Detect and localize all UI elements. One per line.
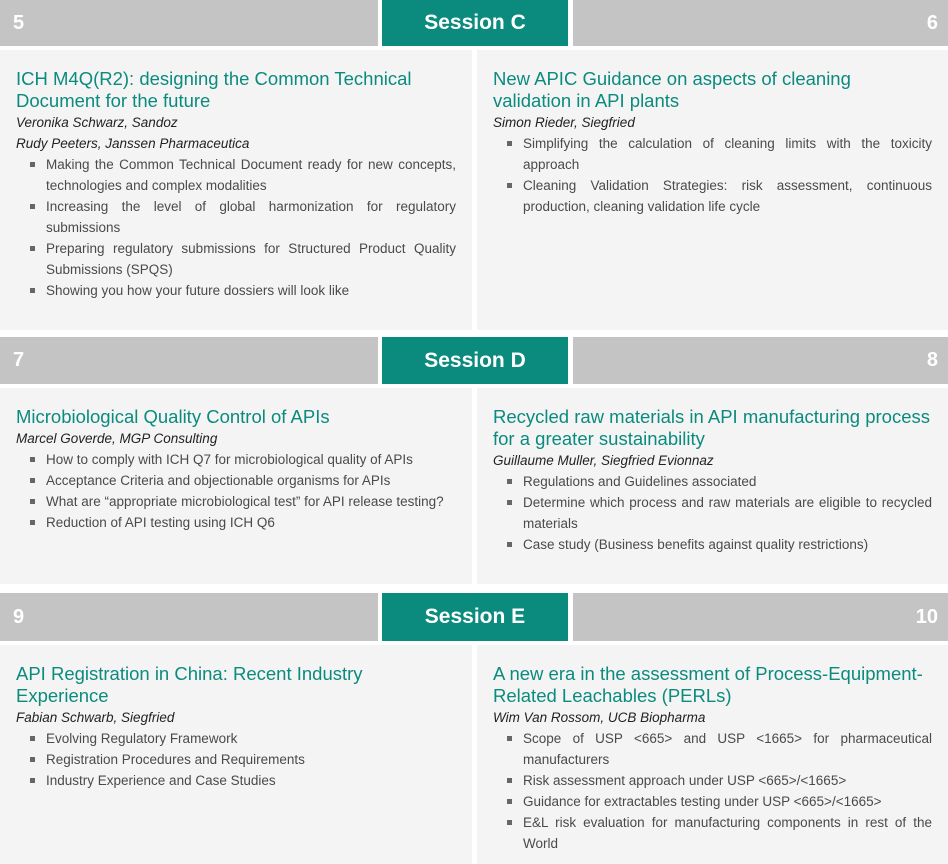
square-bullet-icon bbox=[30, 204, 35, 209]
bullet-text: Preparing regulatory submissions for Structured Product Quality Submissions (SPQS) bbox=[46, 241, 456, 277]
bullet-item bbox=[30, 770, 456, 791]
square-bullet-icon bbox=[507, 141, 512, 146]
session-number: 5 bbox=[13, 11, 25, 34]
bullet-item bbox=[30, 196, 456, 238]
session-number: 6 bbox=[926, 11, 938, 34]
session-number-left bbox=[0, 0, 378, 46]
session-number: 8 bbox=[926, 349, 938, 371]
bullet-text: Scope of USP <665> and USP <1665> for pharmaceutical manufacturers bbox=[523, 731, 932, 767]
talk-title: Microbiological Quality Control of APIs bbox=[16, 406, 330, 427]
talk-title: ICH M4Q(R2): designing the Common Technical Document for the future bbox=[16, 68, 412, 111]
bullet-text: Reduction of API testing using ICH Q6 bbox=[46, 515, 275, 530]
speaker: Guillaume Muller, Siegfried Evionnaz bbox=[493, 453, 714, 468]
bullet-list bbox=[493, 471, 932, 555]
square-bullet-icon bbox=[30, 162, 35, 167]
session-number-left bbox=[0, 337, 378, 384]
session-tab bbox=[382, 593, 568, 641]
talk-title: Recycled raw materials in API manufacturing process for a greater sustainability bbox=[493, 406, 930, 449]
speaker: Simon Rieder, Siegfried bbox=[493, 115, 635, 130]
bullet-item bbox=[507, 133, 932, 175]
bullet-list bbox=[493, 133, 932, 217]
bullet-item bbox=[507, 728, 932, 770]
bullet-text: Regulations and Guidelines associated bbox=[523, 474, 757, 489]
talk-title: API Registration in China: Recent Industry Experience bbox=[16, 663, 363, 706]
talk-card-left bbox=[0, 645, 472, 864]
session-tab bbox=[382, 0, 568, 46]
bullet-list bbox=[16, 728, 456, 791]
session-label: Session C bbox=[424, 11, 526, 34]
bullet-text: E&L risk evaluation for manufacturing components in rest of the World bbox=[523, 815, 932, 851]
talk-title: A new era in the assessment of Process-Equipment-Related Leachables (PERLs) bbox=[493, 663, 923, 706]
bullet-text: Simplifying the calculation of cleaning limits with the toxicity approach bbox=[523, 136, 932, 172]
bullet-item bbox=[507, 812, 932, 854]
session-number-right bbox=[573, 593, 948, 641]
square-bullet-icon bbox=[30, 246, 35, 251]
bullet-item bbox=[507, 471, 932, 492]
bullet-text: Increasing the level of global harmonization for regulatory submissions bbox=[46, 199, 456, 235]
bullet-item bbox=[507, 175, 932, 217]
bullet-item bbox=[30, 238, 456, 280]
speaker: Fabian Schwarb, Siegfried bbox=[16, 710, 175, 725]
bullet-list bbox=[493, 728, 932, 854]
bullet-item bbox=[507, 770, 932, 791]
bullet-item bbox=[30, 449, 456, 470]
square-bullet-icon bbox=[30, 520, 35, 525]
talk-card-left bbox=[0, 388, 472, 584]
speaker: Veronika Schwarz, Sandoz bbox=[16, 115, 178, 130]
square-bullet-icon bbox=[507, 183, 512, 188]
square-bullet-icon bbox=[507, 542, 512, 547]
bullet-item bbox=[507, 791, 932, 812]
square-bullet-icon bbox=[507, 479, 512, 484]
bullet-text: Registration Procedures and Requirements bbox=[46, 752, 305, 767]
bullet-item bbox=[30, 749, 456, 770]
bullet-list bbox=[16, 154, 456, 301]
bullet-text: Industry Experience and Case Studies bbox=[46, 773, 276, 788]
speaker: Wim Van Rossom, UCB Biopharma bbox=[493, 710, 706, 725]
session-number-left bbox=[0, 593, 378, 641]
session-label: Session E bbox=[424, 605, 526, 628]
session-number: 9 bbox=[13, 605, 25, 628]
square-bullet-icon bbox=[507, 500, 512, 505]
bullet-text: Case study (Business benefits against quality restrictions) bbox=[523, 537, 869, 552]
talk-card-right bbox=[477, 645, 948, 864]
session-label: Session D bbox=[424, 348, 526, 372]
square-bullet-icon bbox=[507, 820, 512, 825]
bullet-item bbox=[507, 534, 932, 555]
square-bullet-icon bbox=[30, 457, 35, 462]
bullet-text: What are “appropriate microbiological test” for API release testing? bbox=[46, 494, 444, 509]
speaker: Rudy Peeters, Janssen Pharmaceutica bbox=[16, 136, 250, 151]
talk-card-right bbox=[477, 50, 948, 330]
session-number-right bbox=[573, 0, 948, 46]
bullet-item bbox=[30, 154, 456, 196]
session-tab bbox=[382, 337, 568, 384]
bullet-list bbox=[16, 449, 456, 533]
bullet-item bbox=[30, 491, 456, 512]
speaker: Marcel Goverde, MGP Consulting bbox=[16, 431, 218, 446]
bullet-text: How to comply with ICH Q7 for microbiological quality of APIs bbox=[46, 452, 413, 467]
session-number-right bbox=[573, 337, 948, 384]
bullet-item bbox=[30, 470, 456, 491]
square-bullet-icon bbox=[507, 778, 512, 783]
bullet-item bbox=[30, 512, 456, 533]
bullet-text: Cleaning Validation Strategies: risk assessment, continuous production, cleaning validation life cycle bbox=[523, 178, 932, 214]
bullet-item bbox=[30, 280, 456, 301]
square-bullet-icon bbox=[30, 757, 35, 762]
bullet-text: Guidance for extractables testing under USP <665>/<1665> bbox=[523, 794, 882, 809]
square-bullet-icon bbox=[30, 736, 35, 741]
talk-card-right bbox=[477, 388, 948, 584]
square-bullet-icon bbox=[507, 736, 512, 741]
square-bullet-icon bbox=[30, 288, 35, 293]
bullet-text: Making the Common Technical Document ready for new concepts, technologies and complex modalities bbox=[46, 157, 456, 193]
bullet-item bbox=[507, 492, 932, 534]
bullet-text: Risk assessment approach under USP <665>/<1665> bbox=[523, 773, 847, 788]
square-bullet-icon bbox=[30, 778, 35, 783]
talk-title: New APIC Guidance on aspects of cleaning validation in API plants bbox=[493, 68, 851, 111]
bullet-item bbox=[30, 728, 456, 749]
bullet-text: Evolving Regulatory Framework bbox=[46, 731, 238, 746]
bullet-text: Determine which process and raw materials are eligible to recycled materials bbox=[523, 495, 932, 531]
bullet-text: Acceptance Criteria and objectionable organisms for APIs bbox=[46, 473, 391, 488]
talk-card-left bbox=[0, 50, 472, 330]
bullet-text: Showing you how your future dossiers will look like bbox=[46, 283, 350, 298]
square-bullet-icon bbox=[30, 478, 35, 483]
session-number: 10 bbox=[915, 605, 938, 628]
square-bullet-icon bbox=[30, 499, 35, 504]
square-bullet-icon bbox=[507, 799, 512, 804]
session-number: 7 bbox=[13, 349, 25, 371]
